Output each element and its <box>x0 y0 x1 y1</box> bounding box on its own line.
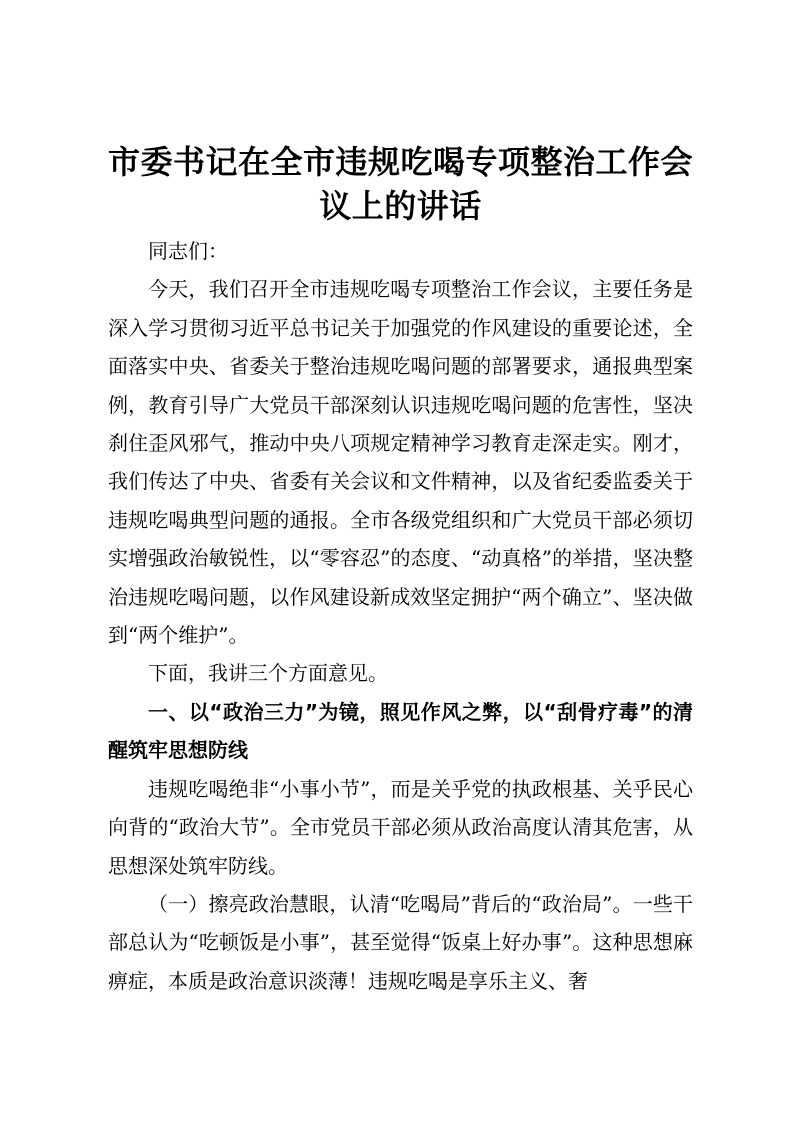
document-title: 市委书记在全市违规吃喝专项整治工作会议上的讲话 <box>108 143 694 225</box>
subsection-1-paragraph: （一）擦亮政治慧眼，认清“吃喝局”背后的“政治局”。一些干部总认为“吃顿饭是小事”，甚至觉得“饭桌上好办事”。这种思想麻痹症，本质是政治意识淡薄！违规吃喝是享乐主义、奢 <box>108 891 693 993</box>
section-heading-1: 一、以“政治三力”为镜，照见作风之弊，以“刮骨疗毒”的清醒筑牢思想防线 <box>108 699 693 763</box>
section-1-intro-paragraph: 违规吃喝绝非“小事小节”，而是关乎党的执政根基、关乎民心向背的“政治大节”。全市党员干部必须从政治高度认清其危害，从思想深处筑牢防线。 <box>108 776 693 878</box>
document-body <box>108 140 693 1000</box>
opening-paragraph: 今天，我们召开全市违规吃喝专项整治工作会议，主要任务是深入学习贯彻习近平总书记关于加强党的作风建设的重要论述，全面落实中央、省委关于整治违规吃喝问题的部署要求，通报典型案例，教育引导广大党员干部深刻认识违规吃喝问题的危害性，坚决刹住歪风邪气，推动中央八项规定精神学习教育走深走实。刚才，我们传达了中央、省委有关会议和文件精神，以及省纪委监委关于违规吃喝典型问题的通报。全市各级党组织和广大党员干部必须切实增强政治敏锐性，以“零容忍”的态度、“动真格”的举措，坚决整治违规吃喝问题，以作风建设新成效坚定拥护“两个确立”、坚决做到“两个维护”。 <box>108 277 693 648</box>
outline-paragraph: 下面，我讲三个方面意见。 <box>148 661 388 686</box>
greeting-paragraph: 同志们： <box>148 239 228 263</box>
